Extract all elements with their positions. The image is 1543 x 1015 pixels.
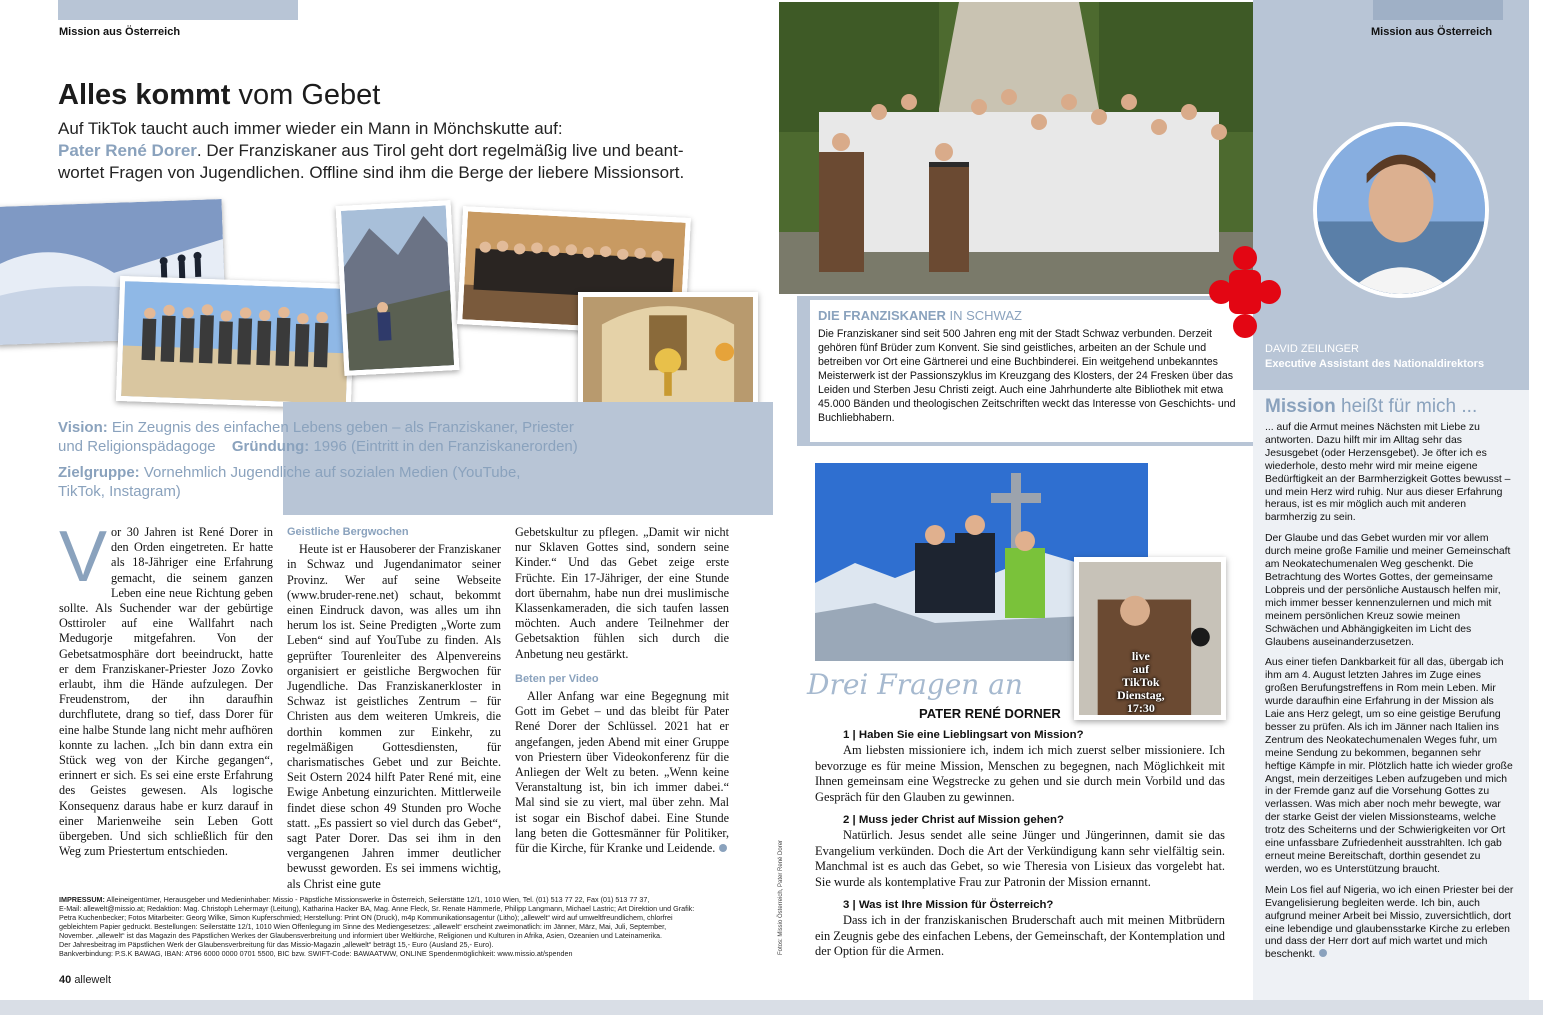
franziskaner-title-bold: DIE FRANZISKANER xyxy=(818,308,946,323)
answer-1: Am liebsten missioniere ich, indem ich mich zuerst selber missioniere. Ich bevorzuge es für meine Mission, Menschen zu begegnen, nach Möglichkeit mit Ihnen gemeinsam eine Wegstrecke zu gehen und sie durch mein Vorbild und das Gespräch für den Glauben zu gewinnen. xyxy=(815,743,1225,804)
tiktok-line-1: live xyxy=(1131,649,1150,663)
tiktok-line-4: Dienstag, xyxy=(1117,688,1165,702)
impressum-text-6: Der Jahresbeitrag im Päpstlichen Werk der Glaubensverbreitung für das Missio-Magazin „allewelt“ beträgt 15,- Euro (Ausland 25,- Euro). xyxy=(59,940,494,949)
interview-script-title: Drei Fragen an xyxy=(807,668,1023,701)
magazine-name: allewelt xyxy=(74,974,111,986)
intro-line2 xyxy=(58,140,738,162)
answer-3: Dass ich in der franziskanischen Bruderschaft auch mit meinen Mitbrüdern ein Zeugnis gebe des einfachen Lebens, der Gemeinschaft, der Kontemplation und der Option für die Armen. xyxy=(815,913,1225,959)
franziskaner-text: Die Franziskaner sind seit 500 Jahren eng mit der Stadt Schwaz verbunden. Derzeit gehören fünf Brüder zum Konvent. Sie sind geistliches, arbeiten an der Schule und betreiben vor Ort eine Gärtnerei und eine Buchbinderei. Ein weitgehend unbekanntes Meisterwerk ist der Passionszyklus im Kreuzgang des Klosters, der 24 Fresken über das Leiden und Sterben Jesu Christi zeigt. Auch eine Jahrhunderte alte Bibliothek mit etwa 45.000 Bänden und theologischen Zeitschriften weckt das Interesse von Geschichts- und Buchliebhabern. xyxy=(818,328,1236,424)
intro-line3: wortet Fragen von Jugendlichen. Offline sind ihm die Berge der liebere Missionsort. xyxy=(58,163,685,182)
sidebar-paragraph-3: Aus einer tiefen Dankbarkeit für all das, übergab ich ihm am 4. August letzten Jahres im Zuge eines großen Berufungstreffens in Rom mein Leben. Mir wurde daraufhin eine Erfahrung in der Mission als Laie ans Herz gelegt, um so eine geistige Berufung besser zu prüfen. Als ich im Jänner nach Italien ins Zentrum des Neokatechumenalen Weges fuhr, um meine Sendung zu bekommen, begannen sehr heftige Kämpfe in mir. Plötzlich hatte ich wieder große Angst, mein derzeitiges Leben aufzugeben und mich in der Fremde ganz auf die Vorsehung Gottes zu verlassen. Was mich aber noch mehr bewegte, war der starke Geist der vielen Missionsteams, welche trotz des Scheiterns und der Schwierigkeiten vor Ort eine unfassbare Zufriedenheit ausstrahlten. Ich gab erneut meine Bereitschaft, dorthin gesendet zu werden, wo es Unterstützung braucht. xyxy=(1265,657,1513,875)
founded-text: 1996 (Eintritt in den Franziskanerorden) xyxy=(313,438,578,455)
sidebar xyxy=(1253,0,1529,1000)
person-role: Executive Assistant des Nationaldirektors xyxy=(1265,358,1485,370)
sidebar-paragraph-4-text: Mein Los fiel auf Nigeria, wo ich einen Priester bei der Evangelisierung begleiten werde. Ich bin, auch aufgrund meiner Arbeit bei Missio, zuversichtlich, dort eine lebendige und glaubensstarke Kirche zu erleben und dass der Herr dort auf mich wartet und mich beschenkt. xyxy=(1265,884,1514,961)
sidebar-heading-light: heißt für mich ... xyxy=(1341,396,1478,417)
article-col-3 xyxy=(515,525,729,856)
portrait-photo xyxy=(1313,122,1489,298)
sidebar-kicker: Mission aus Österreich xyxy=(1371,26,1493,38)
article-col1-text: or 30 Jahren ist René Dorer in den Orden eingetreten. Er hatte als 18-Jähriger eine Erfahrung gemacht, die seinem ganzen Leben eine neue Richtung geben sollte. Als Suchender war der gebürtige Osttiroler auf eine Wallfahrt nach Medugorje mitgefahren. Von der Gebetsatmosphäre dort beeindruckt, hatte er dem Franziskaner-Priester Jozo Zovko erlaubt, ihm die Hände aufzulegen. Der Freudenstrom, der ihn daraufhin durchflutete, drang so tief, dass Dorer für eine halbe Stunde lang nicht mehr aufhören konnte zu lachen. „Ich bin dann extra ein Stück weg von der Kirche gegangen“, erinnert er sich. Es sei eine erste Erfahrung des Geistes gewesen. Als logische Konsequenz daraus habe er kurz darauf in einer Marienweihe sein Leben Gott übergeben. Und sich schließlich für den Weg zum Priestertum entschieden. xyxy=(59,525,273,859)
mountain-hike-photo xyxy=(336,200,460,376)
target-text-2: TikTok, Instagram) xyxy=(58,483,181,500)
sidebar-body xyxy=(1265,422,1515,970)
impressum-text-7: Bankverbindung: P.S.K BAWAG, IBAN: AT96 6000 0000 0701 5500, BIC bzw. SWIFT-Code: BAWAATWW, ONLINE Spendenmöglichkeit: www.missio.at/spenden xyxy=(59,949,573,958)
fact-target xyxy=(58,463,758,482)
subheading-video: Beten per Video xyxy=(515,672,599,685)
headline xyxy=(58,78,380,112)
headline-bold: Alles kommt xyxy=(58,79,231,111)
facts xyxy=(58,418,758,501)
intro-name: Pater René Dorer xyxy=(58,141,197,160)
missio-cross-logo xyxy=(1205,246,1285,338)
sidebar-paragraph-1: ... auf die Armut meines Nächsten mit Liebe zu antworten. Dazu hilft mir im Alltag sehr das Jesusgebet (oder Herzensgebet). Je öfter ich es wiederhole, desto mehr wird mir meine eigene Bedürftigkeit an der Barmherzigkeit Gottes bewusst – und mein Herz wird ruhig. Nur aus dieser Erfahrung heraus, ist es mir möglich auch mit anderen barmherzig zu sein. xyxy=(1265,422,1511,524)
vision-text-2: und Religionspädagoge xyxy=(58,438,216,455)
answer-2: Natürlich. Jesus sendet alle seine Jünger und Jüngerinnen, damit sie das Evangelium verkünden. Doch die Art der Verkündigung kann sehr vielfältig sein. Manchmal ist es auch das Gebet, so wie Theresia von Lisieux das vorgelebt hat. Sie wurde als kontemplative Frau zur Patronin der Mission ernannt. xyxy=(815,828,1225,889)
sidebar-heading xyxy=(1265,396,1477,418)
headline-light: vom Gebet xyxy=(238,79,381,111)
intro xyxy=(58,118,738,184)
header-tab xyxy=(58,0,298,20)
intro-rest: . Der Franziskaner aus Tirol geht dort regelmäßig live und beant- xyxy=(196,141,684,160)
impressum-text-1: Alleineigentümer, Herausgeber und Medieninhaber: Missio - Päpstliche Missionswerke in Österreich, Seilerstätte 12/1, 1010 Wien, Tel. (01) 513 77 22, Fax (01) 513 77 37, xyxy=(106,895,650,904)
question-1: 1 | Haben Sie eine Lieblingsart von Mission? xyxy=(843,729,1084,741)
impressum-label: IMPRESSUM: xyxy=(59,895,105,904)
sidebar-paragraph-2: Der Glaube und das Gebet wurden mir vor allem durch meine große Familie und meiner Gemeinschaft am Neokatechumenalen Weg geschenkt. Die Betrachtung des Wortes Gottes, der gemeinsame Lobpreis und der persönliche Austausch helfen mir, mich immer besser kennenzulernen und mich mit meinem persönlichen Kreuz sowie meinen Schwächen und Abhängigkeiten im Licht des Glaubens auseinanderzusetzen. xyxy=(1265,533,1511,648)
franciscan-youth-group-photo xyxy=(779,2,1253,294)
right-page xyxy=(777,0,1543,1000)
tiktok-live-photo xyxy=(1074,557,1226,720)
tiktok-line-2: auf xyxy=(1132,662,1150,676)
page-footer xyxy=(59,974,111,986)
photo-credit: Fotos: Missio Österreich, Pater René Dorer xyxy=(778,839,784,955)
fact-vision-2 xyxy=(58,437,758,456)
tiktok-line-5: 17:30 xyxy=(1126,701,1155,715)
left-page xyxy=(0,0,777,1000)
section-kicker: Mission aus Österreich xyxy=(59,26,181,38)
sidebar-tab xyxy=(1373,0,1503,20)
sidebar-paragraph-4 xyxy=(1265,885,1515,962)
page-number: 40 xyxy=(59,974,72,986)
question-3: 3 | Was ist Ihre Mission für Österreich? xyxy=(843,899,1054,912)
target-label: Zielgruppe: xyxy=(58,464,140,481)
article-col3-text-b-body: Aller Anfang war eine Begegnung mit Gott im Gebet – und das bleibt für Pater René Dorer der Schlüssel. 2021 hat er angefangen, jeden Abend mit einer Gruppe von Priestern über Videokonferenz für die Anliegen der Welt zu beten. „Wenn keine Veranstaltung ist, bin ich immer dabei.“ Mal sind sie zu viert, mal über zehn. Mal ist sogar ein Bischof dabei. Eine Stunde lang beten die Gottesmänner für Politiker, für die Kirche, für Kranke und Leidende. xyxy=(515,689,729,856)
sidebar-end-dot-icon xyxy=(1319,949,1327,957)
vision-label: Vision: xyxy=(58,419,108,436)
impressum-text-3: Petra Kuchenbecker; Fotos Mitarbeiter: Georg Wilke, Simon Kupferschmied; Herstellung: Print ON (Druck), m4p Kommunikationsagentur (Litho); „allewelt“ wird auf umweltfreundlichem, chlorfrei xyxy=(59,913,673,922)
impressum-line-1 xyxy=(59,895,759,904)
group-beach-photo xyxy=(116,276,355,409)
franziskaner-title-light: IN SCHWAZ xyxy=(949,308,1022,323)
end-dot-icon xyxy=(719,844,727,852)
founded-label: Gründung: xyxy=(231,438,310,455)
tiktok-line-3: TikTok xyxy=(1122,675,1160,689)
impressum xyxy=(59,895,759,958)
sidebar-heading-bold: Mission xyxy=(1265,396,1336,417)
tiktok-overlay-text xyxy=(1117,650,1165,715)
impressum-text-4: gebleichtem Papier gedruckt. Bestellungen: Seilerstätte 12/1, 1010 Wien Offenlegung im Sinne des Mediengesetzes: „allewelt“ erscheint zweimonatlich: im Jänner, März, Mai, Juli, September, xyxy=(59,922,667,931)
impressum-text-5: November. „allewelt“ ist das Magazin des Päpstlichen Werkes der Glaubensverbreitung und informiert über Weltkirche, Religionen und Kulturen in Afrika, Asien, Ozeanien und Lateinamerika. xyxy=(59,931,662,940)
person-name: DAVID ZEILINGER xyxy=(1265,343,1359,355)
interview-body xyxy=(815,728,1225,960)
article-col2-text: Heute ist er Hausoberer der Franziskaner in Schwaz und Jugendanimator seiner Provinz. Wer auf seine Webseite (www.bruder-rene.net) schaut, bekommt einen Eindruck davon, was alles um ihn herum los ist. Seine Predigten „Worte zum Leben“ sind auf YouTube zu finden. Als geprüfter Tourenleiter des Alpenvereins organisiert er geistliche Bergwochen für Jugendliche. Das Franziskanerkloster in Schwaz ist geistliches Zentrum – für Christen aus dem weiteren Umkreis, die dorthin kommen zur Einkehr, zu regelmäßigen Gottesdiensten, für charismatisches Gebet und zur Beichte. Seit Ostern 2024 hilft Pater René mit, eine Ewige Anbetung einzurichten. Mittlerweile findet diese schon 49 Stunden pro Woche statt. „Es passiert so viel durch das Gebet“, sagt Pater Dorer. Das sei ihm in den vergangenen Jahren immer deutlicher bewusst geworden. Es sei immens wichtig, als Christ eine gute xyxy=(287,542,501,891)
church-monstrance-photo xyxy=(578,292,758,410)
drop-cap: V xyxy=(59,517,108,597)
vision-text: Ein Zeugnis des einfachen Lebens geben – als Franziskaner, Priester xyxy=(111,419,574,436)
interview-name: PATER RENÉ DORNER xyxy=(919,706,1061,721)
question-2: 2 | Muss jeder Christ auf Mission gehen? xyxy=(843,814,1064,827)
target-text: Vornehmlich Jugendliche auf sozialen Medien (YouTube, xyxy=(143,464,521,481)
intro-line1: Auf TikTok taucht auch immer wieder ein Mann in Mönchskutte auf: xyxy=(58,119,563,138)
subheading-bergwochen: Geistliche Bergwochen xyxy=(287,526,409,538)
article-col3-text-b xyxy=(515,689,729,856)
fact-target-2 xyxy=(58,482,758,501)
fact-vision xyxy=(58,418,758,437)
franziskaner-box xyxy=(810,300,1258,442)
article-col3-text-a: Gebetskultur zu pflegen. „Damit wir nicht nur Sklaven Gottes sind, sondern seine Kinder.“ Und das Gebet zeige erste Früchte. Ein 17-Jähriger, der eine Stunde dort übernahm, habe nun drei muslimische Klassenkameraden, die sich taufen lassen möchten. Auch andere Teilnehmer der Gebetsaktion fühlen sich durch die Anbetung neu gestärkt. xyxy=(515,525,729,661)
impressum-text-2: E-Mail: allewelt@missio.at; Redaktion: Mag. Christoph Lehermayr (Leitung), Katharina Hacker BA, Mag. Anne Fleck, Sr. Renate Hämmerle, Philipp Langmann, Michael Lastric; Art Direktion und Grafik: xyxy=(59,904,695,913)
franziskaner-title xyxy=(818,308,1250,323)
article-col-1 xyxy=(59,517,273,859)
article-col-2 xyxy=(287,525,501,892)
